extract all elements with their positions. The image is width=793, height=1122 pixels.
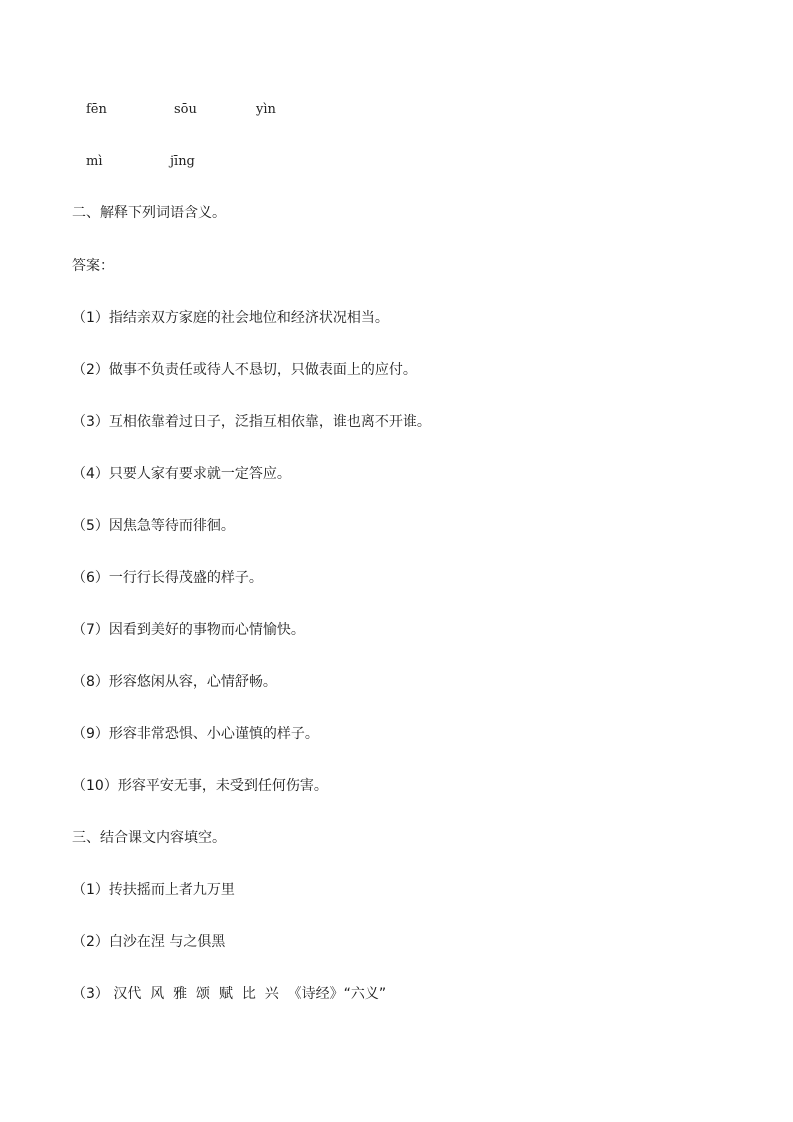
fill-item-2: （2）白沙在涅 与之俱黑	[72, 934, 226, 950]
answer-item-4: （4）只要人家有要求就一定答应。	[72, 466, 291, 482]
pinyin-3: yìn	[256, 102, 276, 117]
pinyin-4: mì	[86, 154, 103, 169]
answer-item-10: （10）形容平安无事，未受到任何伤害。	[72, 778, 328, 794]
answer-item-1: （1）指结亲双方家庭的社会地位和经济状况相当。	[72, 310, 389, 326]
section2-title: 二、解释下列词语含义。	[72, 205, 226, 221]
pinyin-5: jīng	[170, 154, 195, 169]
answer-item-5: （5）因焦急等待而徘徊。	[72, 518, 235, 534]
fill-item-1: （1）抟扶摇而上者九万里	[72, 882, 235, 898]
answer-item-9: （9）形容非常恐惧、小心谨慎的样子。	[72, 726, 319, 742]
answer-item-3: （3）互相依靠着过日子，泛指互相依靠，谁也离不开谁。	[72, 414, 431, 430]
answer-label: 答案：	[72, 258, 114, 274]
fill-item-3: （3） 汉代 风 雅 颂 赋 比 兴 《诗经》“六义”	[72, 986, 387, 1002]
answer-item-8: （8）形容悠闲从容，心情舒畅。	[72, 674, 277, 690]
answer-item-2: （2）做事不负责任或待人不恳切，只做表面上的应付。	[72, 362, 417, 378]
pinyin-2: sōu	[174, 102, 197, 117]
section3-title: 三、结合课文内容填空。	[72, 830, 226, 846]
answer-item-7: （7）因看到美好的事物而心情愉快。	[72, 622, 305, 638]
answer-item-6: （6）一行行长得茂盛的样子。	[72, 570, 263, 586]
pinyin-1: fēn	[86, 102, 107, 117]
